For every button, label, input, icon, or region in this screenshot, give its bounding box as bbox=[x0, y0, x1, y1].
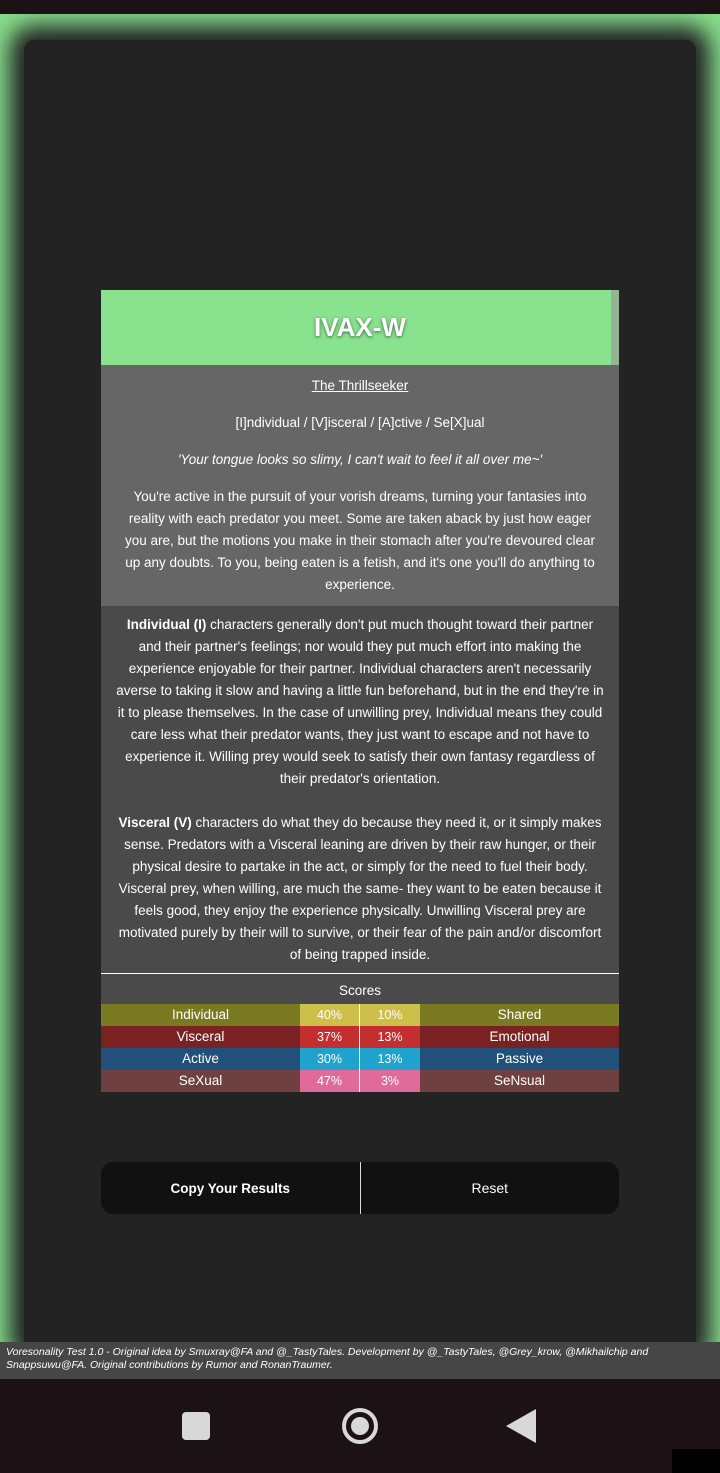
trait-text: characters do what they do because they need it, or it simply makes sense. Predators with a Visceral leaning are driven by their raw hunger, or their physical desire to partake in the act, or simply for the need to fuel their body. Visceral prey, when willing, are much the same- they want to be eaten because it feels good, they enjoy the experience physically. Unwilling Visceral prey are motivated purely by their will to survive, or their fear of the pain and/or discomfort of being trapped inside. bbox=[118, 815, 602, 962]
score-left-label: Individual bbox=[101, 1004, 300, 1026]
score-right-label: Emotional bbox=[420, 1026, 619, 1048]
trait-detail-visceral bbox=[115, 812, 605, 966]
score-right-label: Shared bbox=[420, 1004, 619, 1026]
result-code: IVAX-W bbox=[314, 312, 406, 342]
type-description: You're active in the pursuit of your vorish dreams, turning your fantasies into reality with each predator you meet. Some are taken aback by just how eager you are, but the motions you make in their stomach after you're devoured clear up any doubts. To you, being eaten is a fetish, and it's one you'll do anything to experience. bbox=[124, 489, 596, 592]
nav-corner-block bbox=[672, 1449, 720, 1473]
score-left-label: Visceral bbox=[101, 1026, 300, 1048]
result-summary bbox=[101, 365, 619, 606]
credits-footer: Voresonality Test 1.0 - Original idea by Smuxray@FA and @_TastyTales. Development by @_TastyTales, @Grey_krow, @Mikhailchip and Snappsuwu@FA. Original contributions by Rumor and RonanTraumer. bbox=[0, 1342, 720, 1379]
system-nav-bar bbox=[0, 1379, 720, 1473]
score-left-label: Active bbox=[101, 1048, 300, 1070]
score-row-active-passive bbox=[101, 1048, 619, 1070]
action-bar bbox=[101, 1162, 619, 1214]
score-left-label: SeXual bbox=[101, 1070, 300, 1092]
recents-square-icon[interactable] bbox=[182, 1412, 210, 1440]
score-left-percent: 40% bbox=[300, 1004, 360, 1026]
trait-term: Individual (I) bbox=[126, 617, 207, 632]
type-quote: 'Your tongue looks so slimy, I can't wait to feel it all over me~' bbox=[177, 452, 543, 467]
copy-results-button[interactable]: Copy Your Results bbox=[101, 1162, 361, 1214]
type-nickname: The Thrillseeker bbox=[311, 378, 409, 393]
back-triangle-icon[interactable] bbox=[506, 1409, 536, 1443]
score-left-percent: 47% bbox=[300, 1070, 360, 1092]
score-left-percent: 30% bbox=[300, 1048, 360, 1070]
home-circle-icon[interactable] bbox=[341, 1407, 379, 1445]
scores-title: Scores bbox=[101, 974, 619, 1004]
score-row-sexual-sensual bbox=[101, 1070, 619, 1092]
trait-term: Visceral (V) bbox=[118, 815, 192, 830]
trait-details-scroll[interactable] bbox=[101, 606, 619, 974]
score-left-percent: 37% bbox=[300, 1026, 360, 1048]
score-row-visceral-emotional bbox=[101, 1026, 619, 1048]
status-bar bbox=[0, 0, 720, 14]
score-right-percent: 13% bbox=[360, 1048, 420, 1070]
trait-detail-individual bbox=[115, 614, 605, 790]
trait-text: characters generally don't put much thought toward their partner and their partner's feelings; nor would they put much effort into making the experience enjoyable for their partner. Individual characters aren't necessarily averse to taking it slow and having a little fun beforehand, but in the end they're in it to please themselves. In the case of unwilling prey, Individual means they could care less what their predator wants, they just want to escape and not have to experience it. Willing prey would seek to satisfy their own fantasy regardless of their predator's orientation. bbox=[116, 617, 604, 786]
score-right-percent: 13% bbox=[360, 1026, 420, 1048]
score-right-label: Passive bbox=[420, 1048, 619, 1070]
reset-button[interactable]: Reset bbox=[471, 1180, 509, 1196]
result-code-header bbox=[101, 290, 619, 365]
result-card bbox=[101, 290, 619, 1092]
score-right-percent: 10% bbox=[360, 1004, 420, 1026]
score-row-individual-shared bbox=[101, 1004, 619, 1026]
score-right-percent: 3% bbox=[360, 1070, 420, 1092]
score-right-label: SeNsual bbox=[420, 1070, 619, 1092]
type-breakdown: [I]ndividual / [V]isceral / [A]ctive / Se[X]ual bbox=[235, 415, 485, 430]
